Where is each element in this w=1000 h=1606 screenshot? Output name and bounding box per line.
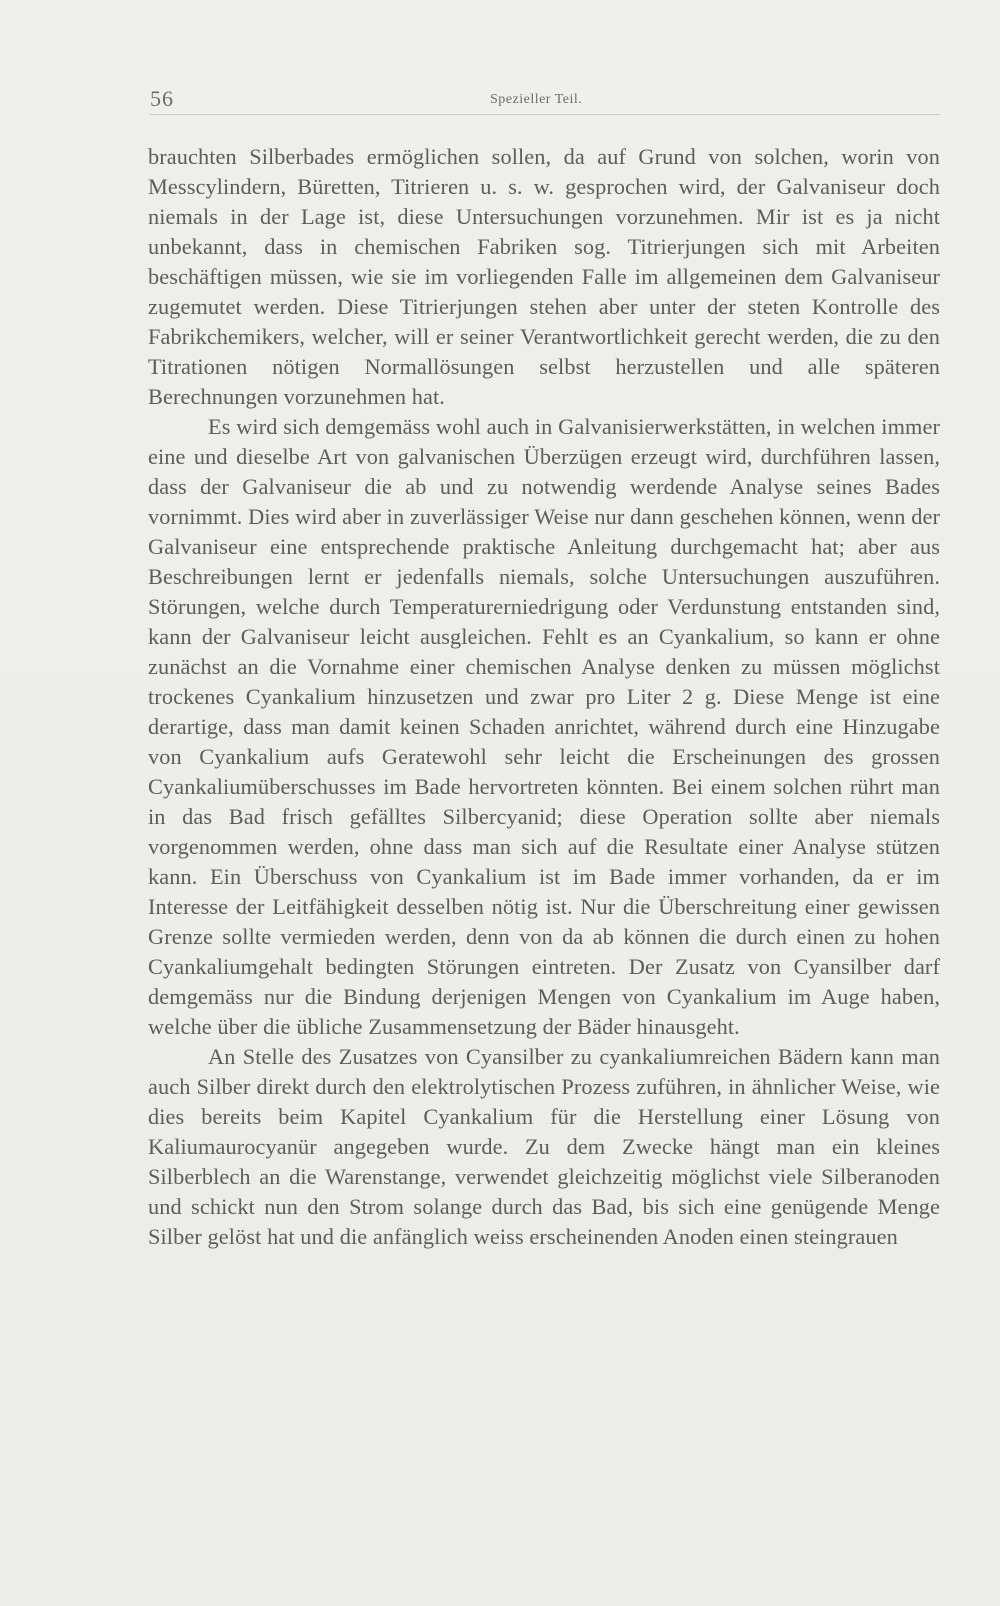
body-text xyxy=(148,142,940,1252)
paragraph: An Stelle des Zusatzes von Cyansilber zu cyankaliumreichen Bädern kann man auch Silber direkt durch den elektrolytischen Prozess zuführen, in ähnlicher Weise, wie dies bereits beim Kapitel Cyankalium für die Herstellung einer Lösung von Kaliumaurocyanür angegeben wurde. Zu dem Zwecke hängt man ein kleines Silberblech an die Warenstange, verwendet gleichzeitig möglichst viele Silberanoden und schickt nun den Strom solange durch das Bad, bis sich eine genügende Menge Silber gelöst hat und die anfänglich weiss erscheinenden Anoden einen steingrauen xyxy=(148,1044,940,1249)
running-head: Spezieller Teil. xyxy=(490,92,583,107)
page-header xyxy=(150,84,940,115)
paragraph-continuation: brauchten Silberbades ermöglichen sollen, da auf Grund von solchen, worin von Messcylindern, Büretten, Titrieren u. s. w. gesprochen wird, der Galvaniseur doch niemals in der Lage ist, diese Untersuchungen vorzunehmen. Mir ist es ja nicht unbekannt, dass in chemischen Fabriken sog. Titrierjungen sich mit Arbeiten beschäftigen müssen, wie sie im vorliegenden Falle im allgemeinen dem Galvaniseur zugemutet werden. Diese Titrierjungen stehen aber unter der steten Kontrolle des Fabrikchemikers, welcher, will er seiner Verantwortlichkeit gerecht werden, die zu den Titrationen nötigen Normallösungen selbst herzustellen und alle späteren Berechnungen vorzunehmen hat. xyxy=(148,144,940,409)
page-number: 56 xyxy=(150,86,174,111)
paragraph: Es wird sich demgemäss wohl auch in Galvanisierwerkstätten, in welchen immer eine und dieselbe Art von galvanischen Überzügen erzeugt wird, durchführen lassen, dass der Galvaniseur die ab und zu notwendig werdende Analyse seines Bades vornimmt. Dies wird aber in zuverlässiger Weise nur dann geschehen können, wenn der Galvaniseur eine entsprechende praktische Anleitung durchgemacht hat; aber aus Beschreibungen lernt er jedenfalls niemals, solche Untersuchungen auszuführen. Störungen, welche durch Temperaturerniedrigung oder Verdunstung entstanden sind, kann der Galvaniseur leicht ausgleichen. Fehlt es an Cyankalium, so kann er ohne zunächst an die Vornahme einer chemischen Analyse denken zu müssen möglichst trockenes Cyankalium hinzusetzen und zwar pro Liter 2 g. Diese Menge ist eine derartige, dass man damit keinen Schaden anrichtet, während durch eine Hinzugabe von Cyankalium aufs Geratewohl sehr leicht die Erscheinungen des grossen Cyankaliumüberschusses im Bade hervortreten könnten. Bei einem solchen rührt man in das Bad frisch gefälltes Silbercyanid; diese Operation sollte aber niemals vorgenommen werden, ohne dass man sich auf die Resultate einer Analyse stützen kann. Ein Überschuss von Cyankalium ist im Bade immer vorhanden, da er im Interesse der Leitfähigkeit desselben nötig ist. Nur die Überschreitung einer gewissen Grenze sollte vermieden werden, denn von da ab können die durch einen zu hohen Cyankaliumgehalt bedingten Störungen eintreten. Der Zusatz von Cyansilber darf demgemäss nur die Bindung derjenigen Mengen von Cyankalium im Auge haben, welche über die übliche Zusammensetzung der Bäder hinausgeht. xyxy=(148,414,940,1039)
